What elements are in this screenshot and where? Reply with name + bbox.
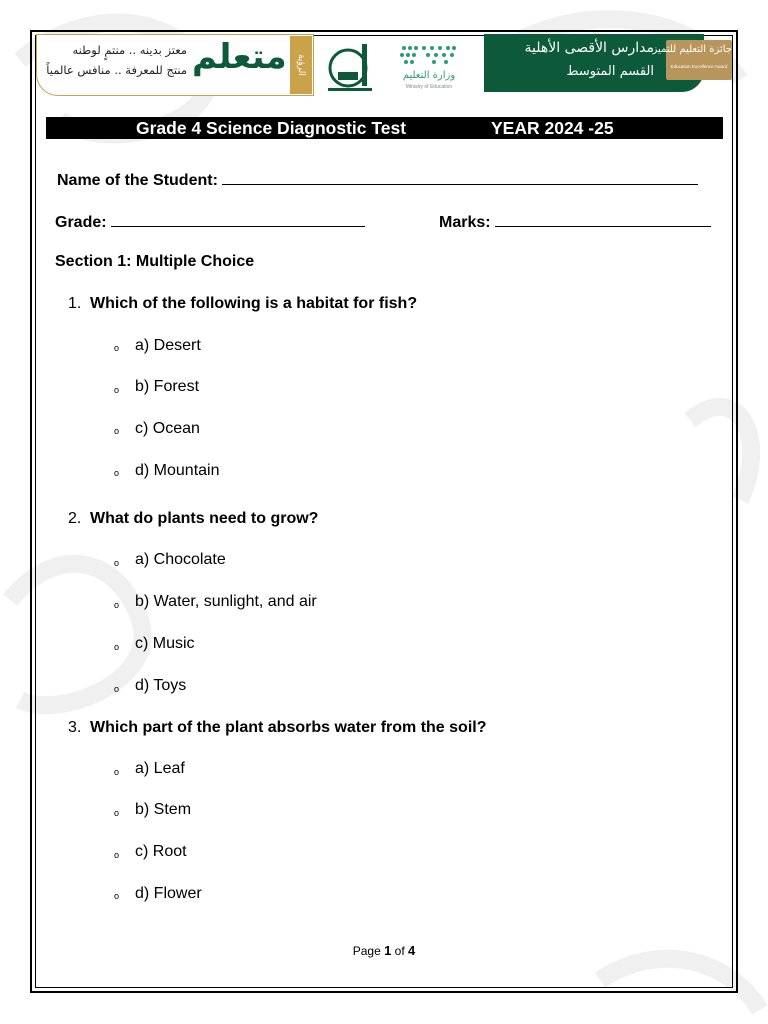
- question-1-number: 1.: [68, 295, 82, 312]
- ministry-name: وزارة التعليم: [402, 70, 456, 81]
- bullet-icon: o: [114, 426, 120, 436]
- q3-option-c[interactable]: c) Root: [135, 843, 187, 860]
- section-title: Section 1: Multiple Choice: [55, 253, 255, 270]
- bullet-icon: o: [114, 642, 120, 652]
- academic-year: YEAR 2024 -25: [491, 118, 614, 138]
- title-bar: [46, 117, 723, 139]
- award-badge: [652, 40, 732, 80]
- bullet-icon: o: [114, 808, 120, 818]
- bullet-icon: o: [114, 891, 120, 901]
- department-name: القسم المتوسط: [566, 64, 654, 79]
- school-logo: [322, 38, 380, 96]
- q3-option-a[interactable]: a) Leaf: [135, 760, 185, 777]
- page-current: 1: [384, 943, 392, 958]
- page-number: [0, 943, 768, 958]
- question-3-text: Which part of the plant absorbs water from the soil?: [90, 719, 487, 736]
- bullet-icon: o: [114, 600, 120, 610]
- q1-option-b[interactable]: b) Forest: [135, 378, 200, 395]
- bullet-icon: o: [114, 558, 120, 568]
- q2-option-a[interactable]: a) Chocolate: [135, 551, 226, 568]
- bullet-icon: o: [114, 684, 120, 694]
- student-name-line[interactable]: [222, 170, 698, 185]
- brand-word: متعلم: [192, 37, 287, 77]
- ministry-subtitle: Ministry of Education: [405, 84, 453, 90]
- grade-label: Grade:: [55, 214, 107, 231]
- q3-option-b[interactable]: b) Stem: [135, 801, 192, 818]
- header-motto-panel: [36, 34, 314, 96]
- grade-field: [55, 212, 365, 232]
- bullet-icon: o: [114, 343, 120, 353]
- q2-option-c[interactable]: c) Music: [135, 635, 195, 652]
- q1-option-d[interactable]: d) Mountain: [135, 462, 220, 479]
- school-name: مدارس الأقصى الأهلية: [524, 40, 654, 56]
- marks-field: [439, 212, 711, 232]
- bullet-icon: o: [114, 385, 120, 395]
- question-1-text: Which of the following is a habitat for fish?: [90, 295, 418, 312]
- student-name-label: Name of the Student:: [57, 172, 218, 189]
- vision-tab: الرؤية: [290, 36, 312, 94]
- bullet-icon: o: [114, 468, 120, 478]
- bullet-icon: o: [114, 850, 120, 860]
- question-2-number: 2.: [68, 510, 82, 527]
- q2-option-d[interactable]: d) Toys: [135, 677, 187, 694]
- bullet-icon: o: [114, 767, 120, 777]
- q2-option-b[interactable]: b) Water, sunlight, and air: [135, 593, 317, 610]
- q1-option-a[interactable]: a) Desert: [135, 337, 201, 354]
- q1-option-c[interactable]: c) Ocean: [135, 420, 200, 437]
- award-name: جائزة التعليم للتميز: [652, 44, 732, 55]
- ministry-dots-icon: [394, 42, 464, 68]
- grade-line[interactable]: [111, 212, 365, 227]
- page-of: of: [394, 944, 405, 958]
- ministry-logo: [394, 42, 464, 94]
- motto-line-1: معتز بدينه .. منتمٍ لوطنه: [72, 43, 187, 57]
- q3-option-d[interactable]: d) Flower: [135, 885, 202, 902]
- test-title: Grade 4 Science Diagnostic Test: [136, 118, 407, 138]
- page-prefix: Page: [352, 944, 381, 958]
- award-subtitle: Education Excellence Award: [670, 64, 728, 69]
- question-3-number: 3.: [68, 719, 82, 736]
- student-name-field: [57, 170, 698, 190]
- marks-line[interactable]: [495, 212, 711, 227]
- motto-line-2: منتج للمعرفة .. منافس عالمياً: [46, 63, 187, 77]
- page-total: 4: [408, 943, 416, 958]
- question-2-text: What do plants need to grow?: [90, 510, 319, 527]
- marks-label: Marks:: [439, 214, 491, 231]
